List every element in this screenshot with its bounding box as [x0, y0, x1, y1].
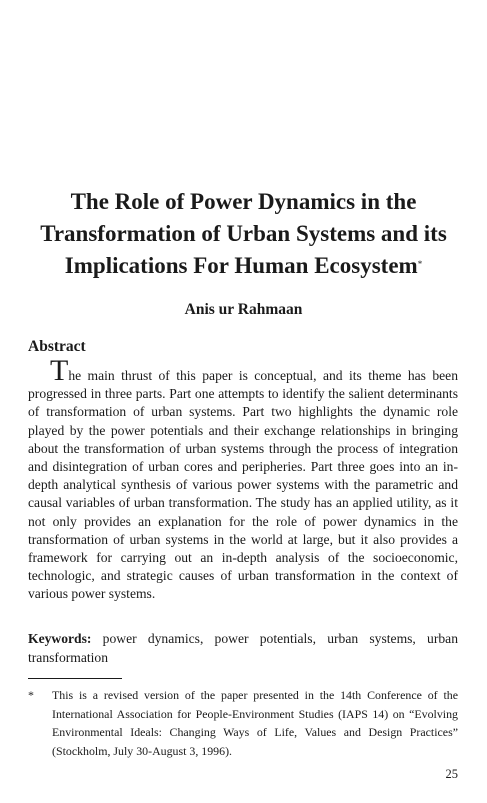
footnote-divider	[28, 678, 122, 679]
paper-title	[20, 186, 467, 282]
title-footnote-marker: *	[417, 259, 423, 269]
keywords-label: Keywords:	[28, 631, 92, 646]
abstract-body	[28, 354, 458, 604]
keywords-text: power dynamics, power potentials, urban systems, urban transformation	[28, 631, 458, 665]
abstract-text: he main thrust of this paper is conceptual, and its theme has been progressed in three parts. Part one attempts to identify the salient determinants of transformation of urban systems. Part two highlights the dynamic role played by the power potentials and their exchange relationships in bringing about the transformation of urban systems through the process of integration and disintegration of urban cores and peripheries. Part three goes into an in-depth analytical synthesis of various power systems with the parametric and causal variables of urban transformation. The study has an applied utility, as it not only provides an explanation for the role of power dynamics in the transformation of urban systems in the world at large, but it also provides a framework for carrying out an in-depth analysis of the socioeconomic, technologic, and strategic causes of urban transformation in the context of various power systems.	[28, 368, 458, 602]
paper-title-text: The Role of Power Dynamics in the Transformation of Urban Systems and its Implications For Human Ecosystem	[40, 189, 447, 278]
footnote-marker: *	[28, 688, 34, 702]
abstract-drop-cap: T	[50, 354, 69, 387]
abstract-heading: Abstract	[28, 338, 86, 355]
keywords	[28, 629, 458, 667]
footnote	[28, 686, 458, 760]
footnote-text: This is a revised version of the paper presented in the 14th Conference of the International Association for People-Environment Studies (IAPS 14) on “Evolving Environmental Ideals: Changing Ways of Life, Values and Design Practices” (Stockholm, July 30-August 3, 1996).	[52, 688, 458, 758]
page-number: 25	[445, 767, 458, 781]
author-name: Anis ur Rahmaan	[184, 301, 303, 318]
